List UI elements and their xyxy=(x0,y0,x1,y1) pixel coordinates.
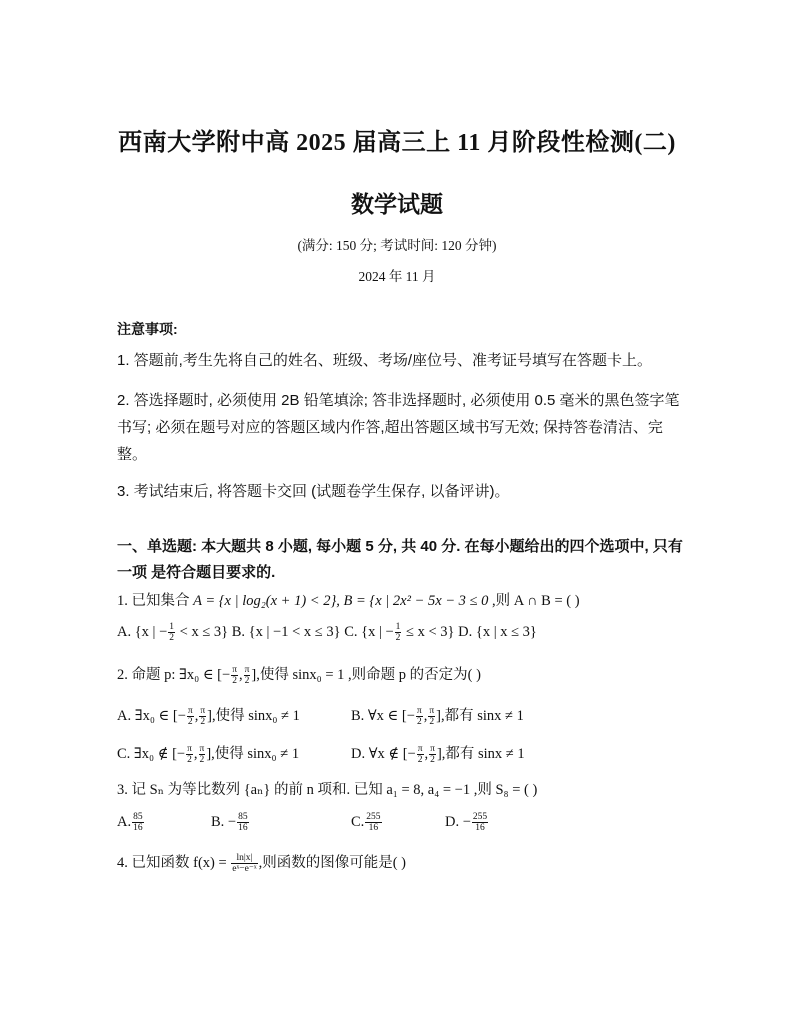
q2-option-d-post: ],都有 sinx ≠ 1 xyxy=(436,746,525,762)
frac-den: 2 xyxy=(429,717,435,728)
notice-item-3: 3. 考试结束后, 将答题卡交回 (试题卷学生保存, 以备评讲)。 xyxy=(117,483,510,500)
frac-den: eˣ−e⁻ˣ xyxy=(232,864,257,875)
exam-title: 西南大学附中高 2025 届高三上 11 月阶段性检测(二) xyxy=(118,130,676,156)
frac-num: π xyxy=(187,744,192,755)
q3-option-b-label: B. − xyxy=(211,813,237,830)
frac-den: 2 xyxy=(417,755,423,766)
q4-stem-pre: 4. 已知函数 f(x) = xyxy=(117,855,231,871)
frac-den: 2 xyxy=(169,633,175,643)
question-2-stem xyxy=(117,663,717,686)
q2-stem-mid: , xyxy=(239,667,243,683)
frac-num: ln|x| xyxy=(231,853,257,864)
q1-option-d: D. {x | x ≤ 3} xyxy=(454,623,537,640)
frac-num: 85 xyxy=(133,812,143,822)
frac-den: 2 xyxy=(187,717,193,728)
q1-suffix: ,则 A ∩ B = ( ) xyxy=(492,593,580,609)
frac-num: π xyxy=(429,706,435,717)
q1-option-a-post: < x ≤ 3} xyxy=(176,623,229,640)
q2-frac-1 xyxy=(231,665,238,686)
question-3-options xyxy=(117,812,717,833)
q2-a-frac-2 xyxy=(199,706,206,727)
q2-frac-2 xyxy=(244,665,251,686)
q3-option-a xyxy=(117,812,211,833)
q1-set-b: , B = {x | 2x² − 5x − 3 ≤ 0 xyxy=(336,593,492,609)
q3-d-frac xyxy=(472,812,488,833)
frac-num: π xyxy=(187,706,193,717)
frac-num: π xyxy=(232,665,237,676)
notice-heading: 注意事项: xyxy=(117,321,178,337)
question-1-options xyxy=(117,622,717,643)
q1-prefix: 1. 已知集合 xyxy=(117,593,194,609)
frac-num: π xyxy=(417,744,423,755)
q3-option-d-label: D. − xyxy=(445,813,471,830)
frac-num: π xyxy=(430,744,435,755)
q2-c-frac-1 xyxy=(186,744,193,765)
q2-option-c: C. ∃x₀ ∉ [− $\frac{\pi}{2}$ , $\frac{\pi}{2}$ ],使得 sinx₀ ≠ 1 xyxy=(117,744,300,766)
q2-option-b-pre: B. ∀x ∈ [− xyxy=(351,708,415,724)
section-heading: 一、单选题: 本大题共 8 小题, 每小题 5 分, 共 40 分. 在每小题给出的四个选项中, 只有一项 是符合题目要求的. xyxy=(117,538,683,581)
q4-function-fraction xyxy=(231,853,257,874)
q3-c-frac xyxy=(365,812,381,833)
q3-option-c xyxy=(351,812,445,833)
q3-a-frac xyxy=(132,812,144,833)
exam-info: (满分: 150 分; 考试时间: 120 分钟) xyxy=(297,238,497,253)
frac-num: π xyxy=(200,706,206,717)
frac-num: 255 xyxy=(366,812,381,822)
frac-num: 85 xyxy=(238,812,248,822)
q3-option-a-label: A. xyxy=(117,813,132,830)
q2-option-a-pre: A. ∃x₀ ∈ [− xyxy=(117,708,186,724)
q1-option-b: B. {x | −1 < x ≤ 3} xyxy=(228,623,341,640)
notice-item-2: 2. 答选择题时, 必须使用 2B 铅笔填涂; 答非选择题时, 必须使用 0.5 毫米的黑色签字笔书写; 必须在题号对应的答题区域内作答,超出答题区域书写无效; 保持答卷清洁、完整。 xyxy=(117,392,680,463)
frac-den: 2 xyxy=(395,633,401,643)
q3-b-frac xyxy=(237,812,249,833)
frac-den: 2 xyxy=(199,755,205,766)
frac-den: 2 xyxy=(232,676,237,687)
q2-b-frac-1 xyxy=(416,706,423,727)
frac-den: 2 xyxy=(187,755,192,766)
q2-stem-post: ],使得 sinx₀ = 1 ,则命题 p 的否定为( ) xyxy=(251,667,481,683)
notice-item-1: 1. 答题前,考生先将自己的姓名、班级、考场/座位号、准考证号填写在答题卡上。 xyxy=(117,352,653,369)
q1-option-c-fraction xyxy=(395,622,402,643)
q2-option-c-pre: C. ∃x₀ ∉ [− xyxy=(117,746,186,762)
q2-option-b-post: ],都有 sinx ≠ 1 xyxy=(436,708,524,724)
frac-num: π xyxy=(244,665,250,676)
q3-option-b xyxy=(211,812,351,833)
frac-den: 2 xyxy=(200,717,206,728)
q1-set-a: A = {x | log₂(x + 1) < 2} xyxy=(193,593,337,609)
question-2-options-row-2 xyxy=(117,742,717,765)
frac-den: 16 xyxy=(368,823,379,833)
q2-option-c-post: ],使得 sinx₀ ≠ 1 xyxy=(206,746,300,762)
question-3-stem: 3. 记 Sₙ 为等比数列 {aₙ} 的前 n 项和. 已知 a₁ = 8, a₄ = −1 ,则 S₈ = ( ) xyxy=(117,782,538,798)
frac-num: 255 xyxy=(472,812,488,822)
frac-num: 1 xyxy=(395,622,401,632)
question-2-options-row-1 xyxy=(117,704,717,727)
q2-c-frac-2 xyxy=(199,744,206,765)
q2-d-frac-2 xyxy=(429,744,436,765)
q2-b-frac-2 xyxy=(428,706,435,727)
subject-title: 数学试题 xyxy=(351,192,443,217)
q1-option-c-pre: C. {x | − xyxy=(340,623,394,640)
q2-option-d-pre: D. ∀x ∉ [− xyxy=(351,746,416,762)
frac-num: 1 xyxy=(169,622,175,632)
frac-den: 2 xyxy=(416,717,422,728)
frac-den: 2 xyxy=(244,676,250,687)
q3-option-c-label: C. xyxy=(351,813,365,830)
q1-option-a-fraction xyxy=(168,622,175,643)
question-4-stem xyxy=(117,851,717,874)
frac-num: π xyxy=(416,706,422,717)
q2-option-b: B. ∀x ∈ [− $\frac{\pi}{2}$ , $\frac{\pi}{2}$ ],都有 sinx ≠ 1 xyxy=(351,706,524,728)
q4-stem-post: ,则函数的图像可能是( ) xyxy=(258,855,407,871)
frac-den: 16 xyxy=(238,823,248,833)
q2-option-d: D. ∀x ∉ [− $\frac{\pi}{2}$ , $\frac{\pi}{2}$ ],都有 sinx ≠ 1 xyxy=(351,744,525,766)
exam-date: 2024 年 11 月 xyxy=(358,269,436,284)
q1-option-c-post: ≤ x < 3} xyxy=(402,623,455,640)
q2-d-frac-1 xyxy=(417,744,424,765)
q2-option-a: A. ∃x₀ ∈ [− $\frac{\pi}{2}$ , $\frac{\pi}{2}$ ],使得 sinx₀ ≠ 1 xyxy=(117,706,300,728)
q1-option-a-pre: A. {x | − xyxy=(117,623,168,640)
q2-a-frac-1 xyxy=(187,706,194,727)
frac-den: 16 xyxy=(475,823,485,833)
frac-den: 2 xyxy=(430,755,435,766)
q2-option-a-post: ],使得 sinx₀ ≠ 1 xyxy=(207,708,300,724)
q3-option-d xyxy=(445,812,489,833)
frac-den: 16 xyxy=(133,823,143,833)
question-1-stem xyxy=(117,589,717,610)
q2-stem-pre: 2. 命题 p: ∃x₀ ∈ [− xyxy=(117,667,231,683)
frac-num: π xyxy=(199,744,205,755)
